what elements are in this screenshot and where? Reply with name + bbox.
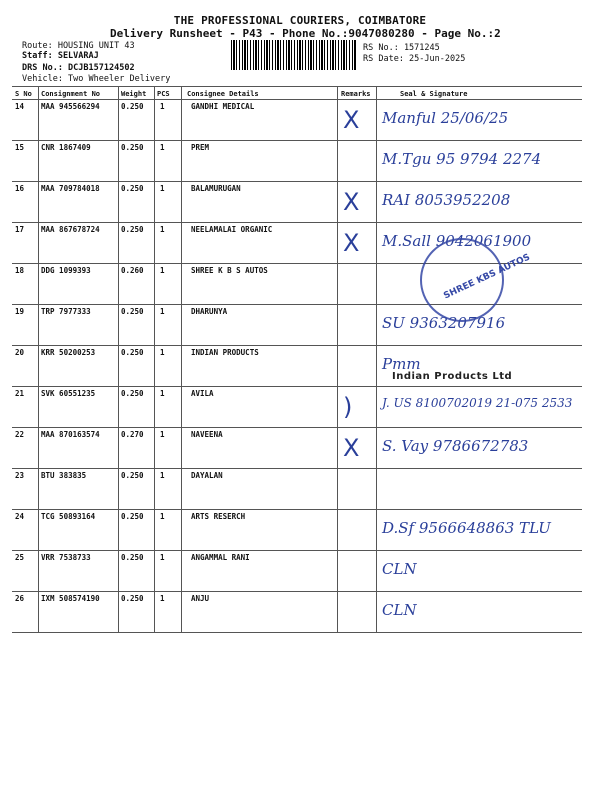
weight-value: 0.260 [121,266,144,275]
serial-number: 17 [15,225,25,234]
drs-label: DRS No.: DCJB157124502 [22,63,135,73]
consignment-number: IXM 508574190 [41,594,100,603]
serial-number: 19 [15,307,25,316]
weight-value: 0.250 [121,512,144,521]
pieces-count: 1 [160,102,165,111]
signature-handwriting: RAI 8053952208 [382,191,511,209]
signature-handwriting: J. US 8100702019 21-075 2533 [382,396,573,410]
row-divider [12,550,582,551]
signature-handwriting: SU 9363207916 [382,314,506,332]
row-divider [12,140,582,141]
pieces-count: 1 [160,471,165,480]
weight-value: 0.250 [121,594,144,603]
weight-value: 0.250 [121,389,144,398]
signature-handwriting: S. Vay 9786672783 [382,437,529,455]
weight-value: 0.250 [121,348,144,357]
company-title: THE PROFESSIONAL COURIERS, COIMBATORE [173,14,427,27]
consignment-number: MAA 867678724 [41,225,100,234]
column-header: Consignment No [41,90,101,98]
consignee-name: AVILA [191,389,214,398]
vehicle-label: Vehicle: Two Wheeler Delivery [22,74,171,84]
consignment-number: DDG 1099393 [41,266,91,275]
consignee-name: INDIAN PRODUCTS [191,348,259,357]
weight-value: 0.250 [121,307,144,316]
weight-value: 0.250 [121,471,144,480]
pieces-count: 1 [160,512,165,521]
row-divider [12,304,582,305]
consignment-number: MAA 709784018 [41,184,100,193]
signature-handwriting: Manful 25/06/25 [382,109,509,127]
consignment-number: MAA 945566294 [41,102,100,111]
row-divider [12,509,582,510]
column-header: S No [15,90,32,98]
row-divider [12,468,582,469]
consignee-name: NEELAMALAI ORGANIC [191,225,273,234]
consignee-name: DAYALAN [191,471,223,480]
round-seal-text: SHREE KBS AUTOS [442,252,532,302]
consignee-name: ANJU [191,594,210,603]
consignment-number: SVK 60551235 [41,389,96,398]
row-divider [12,591,582,592]
serial-number: 25 [15,553,25,562]
row-divider [12,386,582,387]
printed-seal-text: Indian Products Ltd [392,371,513,382]
consignee-name: ARTS RESERCH [191,512,246,521]
pieces-count: 1 [160,553,165,562]
serial-number: 14 [15,102,25,111]
remark-mark: X [343,229,360,257]
pieces-count: 1 [160,143,165,152]
row-divider [12,345,582,346]
pieces-count: 1 [160,348,165,357]
remark-mark: ) [343,393,353,421]
signature-handwriting: D.Sf 9566648863 TLU [382,519,551,537]
consignee-name: NAVEENA [191,430,223,439]
consignment-number: MAA 870163574 [41,430,100,439]
pieces-count: 1 [160,184,165,193]
consignee-name: PREM [191,143,210,152]
remark-mark: X [343,434,360,462]
signature-handwriting: M.Tgu 95 9794 2274 [382,150,542,168]
consignment-number: KRR 50200253 [41,348,96,357]
header-bottom-border [12,99,582,100]
row-divider [12,222,582,223]
pieces-count: 1 [160,594,165,603]
column-header: Remarks [341,90,371,98]
consignee-name: DHARUNYA [191,307,228,316]
consignee-name: SHREE K B S AUTOS [191,266,268,275]
barcode [231,40,357,70]
consignment-number: BTU 383835 [41,471,87,480]
serial-number: 16 [15,184,25,193]
row-divider [12,632,582,633]
column-header: PCS [157,90,170,98]
rs-date: RS Date: 25-Jun-2025 [363,54,466,64]
weight-value: 0.250 [121,553,144,562]
serial-number: 15 [15,143,25,152]
serial-number: 18 [15,266,25,275]
pieces-count: 1 [160,430,165,439]
remark-mark: X [343,106,360,134]
signature-handwriting: CLN [382,601,417,619]
pieces-count: 1 [160,225,165,234]
weight-value: 0.270 [121,430,144,439]
serial-number: 22 [15,430,25,439]
rs-number: RS No.: 1571245 [363,43,440,53]
pieces-count: 1 [160,266,165,275]
column-header: Consignee Details [187,90,259,98]
column-header: Seal & Signature [400,90,468,98]
consignment-number: TRP 7977333 [41,307,91,316]
column-header: Weight [121,90,147,98]
pieces-count: 1 [160,307,165,316]
row-divider [12,427,582,428]
route-label: Route: HOUSING UNIT 43 [22,41,135,51]
serial-number: 20 [15,348,25,357]
table-top-border [12,86,582,87]
consignment-number: VRR 7538733 [41,553,91,562]
signature-handwriting: M.Sall 9042061900 [382,232,532,250]
serial-number: 24 [15,512,25,521]
serial-number: 26 [15,594,25,603]
weight-value: 0.250 [121,225,144,234]
weight-value: 0.250 [121,143,144,152]
serial-number: 23 [15,471,25,480]
consignee-name: ANGAMMAL RANI [191,553,250,562]
consignee-name: GANDHI MEDICAL [191,102,255,111]
consignment-number: TCG 50893164 [41,512,96,521]
row-divider [12,181,582,182]
remark-mark: X [343,188,360,216]
weight-value: 0.250 [121,102,144,111]
signature-handwriting: CLN [382,560,417,578]
signature-handwriting: Pmm [382,355,421,373]
staff-label: Staff: SELVARAJ [22,51,99,61]
weight-value: 0.250 [121,184,144,193]
consignment-number: CNR 1867409 [41,143,91,152]
pieces-count: 1 [160,389,165,398]
serial-number: 21 [15,389,25,398]
consignee-name: BALAMURUGAN [191,184,241,193]
runsheet-title: Delivery Runsheet - P43 - Phone No.:9047080280 - Page No.:2 [110,27,501,40]
